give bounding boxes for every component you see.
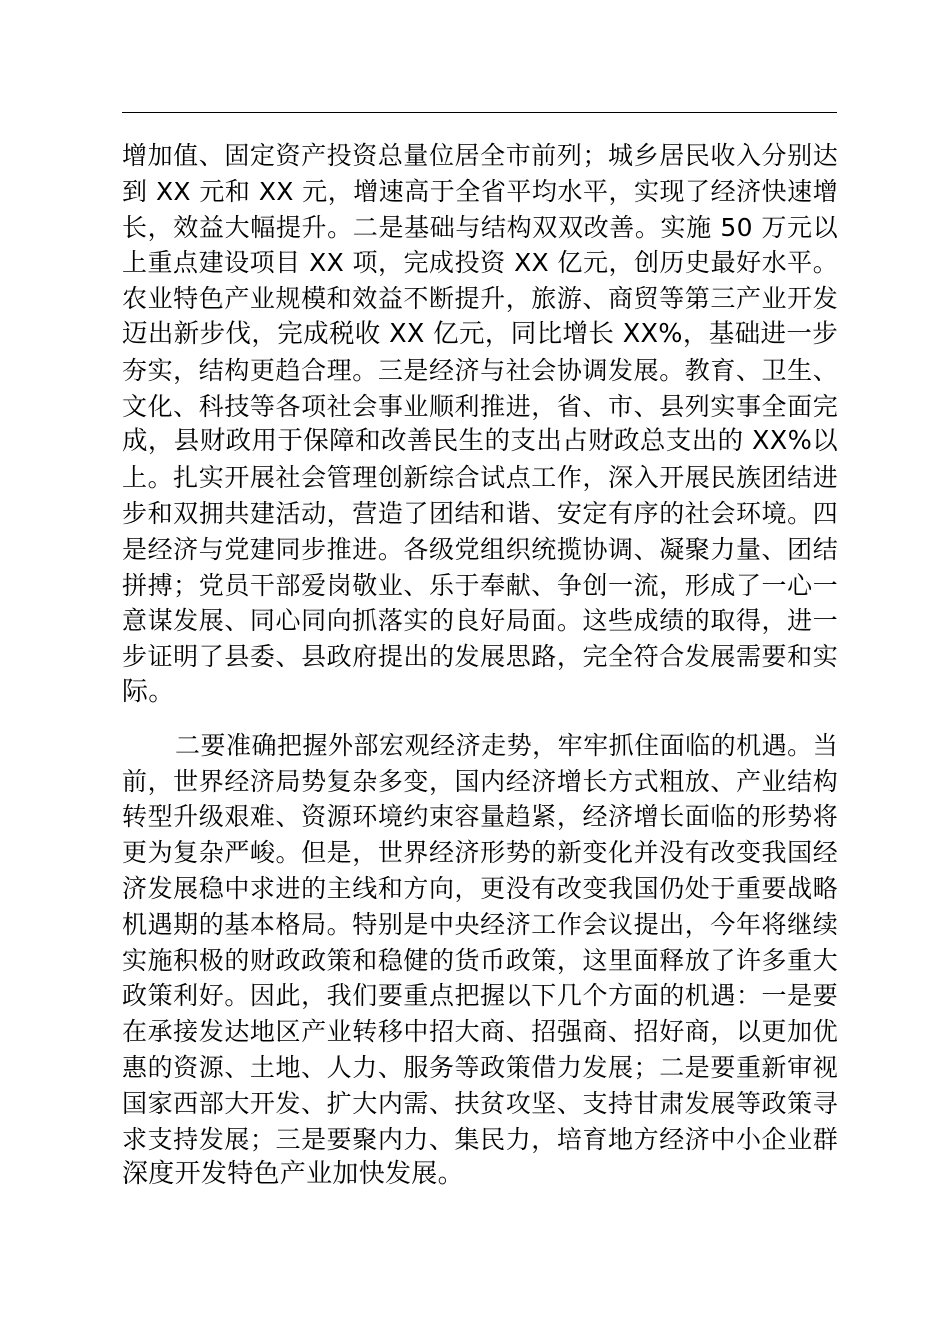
header-rule xyxy=(122,112,837,113)
text-line: 到 XX 元和 XX 元，增速高于全省平均水平，实现了经济快速增 xyxy=(122,176,838,206)
text-line: 意谋发展、同心同向抓落实的良好局面。这些成绩的取得，进一 xyxy=(122,606,838,636)
text-line: 前，世界经济局势复杂多变，国内经济增长方式粗放、产业结构 xyxy=(122,766,838,796)
text-line: 文化、科技等各项社会事业顺利推进，省、市、县列实事全面完 xyxy=(122,391,838,421)
document-body xyxy=(122,138,838,1193)
text-line: 在承接发达地区产业转移中招大商、招强商、招好商，以更加优 xyxy=(122,1017,838,1047)
text-line: 增加值、固定资产投资总量位居全市前列；城乡居民收入分别达 xyxy=(122,141,838,170)
text-line: 惠的资源、土地、人力、服务等政策借力发展；二是要重新审视 xyxy=(122,1052,838,1082)
text-line: 二要准确把握外部宏观经济走势，牢牢抓住面临的机遇。当 xyxy=(175,730,838,760)
text-line: 夯实，结构更趋合理。三是经济与社会协调发展。教育、卫生、 xyxy=(122,355,838,385)
text-line: 政策利好。因此，我们要重点把握以下几个方面的机遇：一是要 xyxy=(122,981,838,1011)
paragraph-1 xyxy=(122,138,838,711)
text-line: 上。扎实开展社会管理创新综合试点工作，深入开展民族团结进 xyxy=(122,463,838,493)
text-line: 转型升级艰难、资源环境约束容量趋紧，经济增长面临的形势将 xyxy=(122,802,838,832)
paragraph-2 xyxy=(122,728,838,1193)
text-line: 实施积极的财政政策和稳健的货币政策，这里面释放了许多重大 xyxy=(122,945,838,975)
text-line: 长，效益大幅提升。二是基础与结构双双改善。实施 50 万元以 xyxy=(122,212,838,242)
text-line: 求支持发展；三是要聚内力、集民力，培育地方经济中小企业群 xyxy=(122,1124,838,1154)
text-line: 拼搏；党员干部爱岗敬业、乐于奉献、争创一流，形成了一心一 xyxy=(122,570,838,600)
text-line: 济发展稳中求进的主线和方向，更没有改变我国仍处于重要战略 xyxy=(122,873,838,903)
text-line: 步证明了县委、县政府提出的发展思路，完全符合发展需要和实 xyxy=(122,642,838,672)
text-line: 成，县财政用于保障和改善民生的支出占财政总支出的 XX%以 xyxy=(122,426,838,457)
text-line: 机遇期的基本格局。特别是中央经济工作会议提出，今年将继续 xyxy=(122,909,838,939)
text-line: 是经济与党建同步推进。各级党组织统揽协调、凝聚力量、团结 xyxy=(122,534,838,564)
text-line: 农业特色产业规模和效益不断提升，旅游、商贸等第三产业开发 xyxy=(122,284,838,314)
text-line: 际。 xyxy=(122,676,175,707)
text-line: 迈出新步伐，完成税收 XX 亿元，同比增长 XX%，基础进一步 xyxy=(122,318,838,349)
text-line: 更为复杂严峻。但是，世界经济形势的新变化并没有改变我国经 xyxy=(122,838,838,868)
text-line: 上重点建设项目 XX 项，完成投资 XX 亿元，创历史最好水平。 xyxy=(122,248,838,278)
paragraph-spacer xyxy=(122,711,838,728)
text-line: 步和双拥共建活动，营造了团结和谐、安定有序的社会环境。四 xyxy=(122,498,838,528)
text-line: 国家西部大开发、扩大内需、扶贫攻坚、支持甘肃发展等政策寻 xyxy=(122,1088,838,1118)
text-line: 深度开发特色产业加快发展。 xyxy=(122,1159,464,1190)
